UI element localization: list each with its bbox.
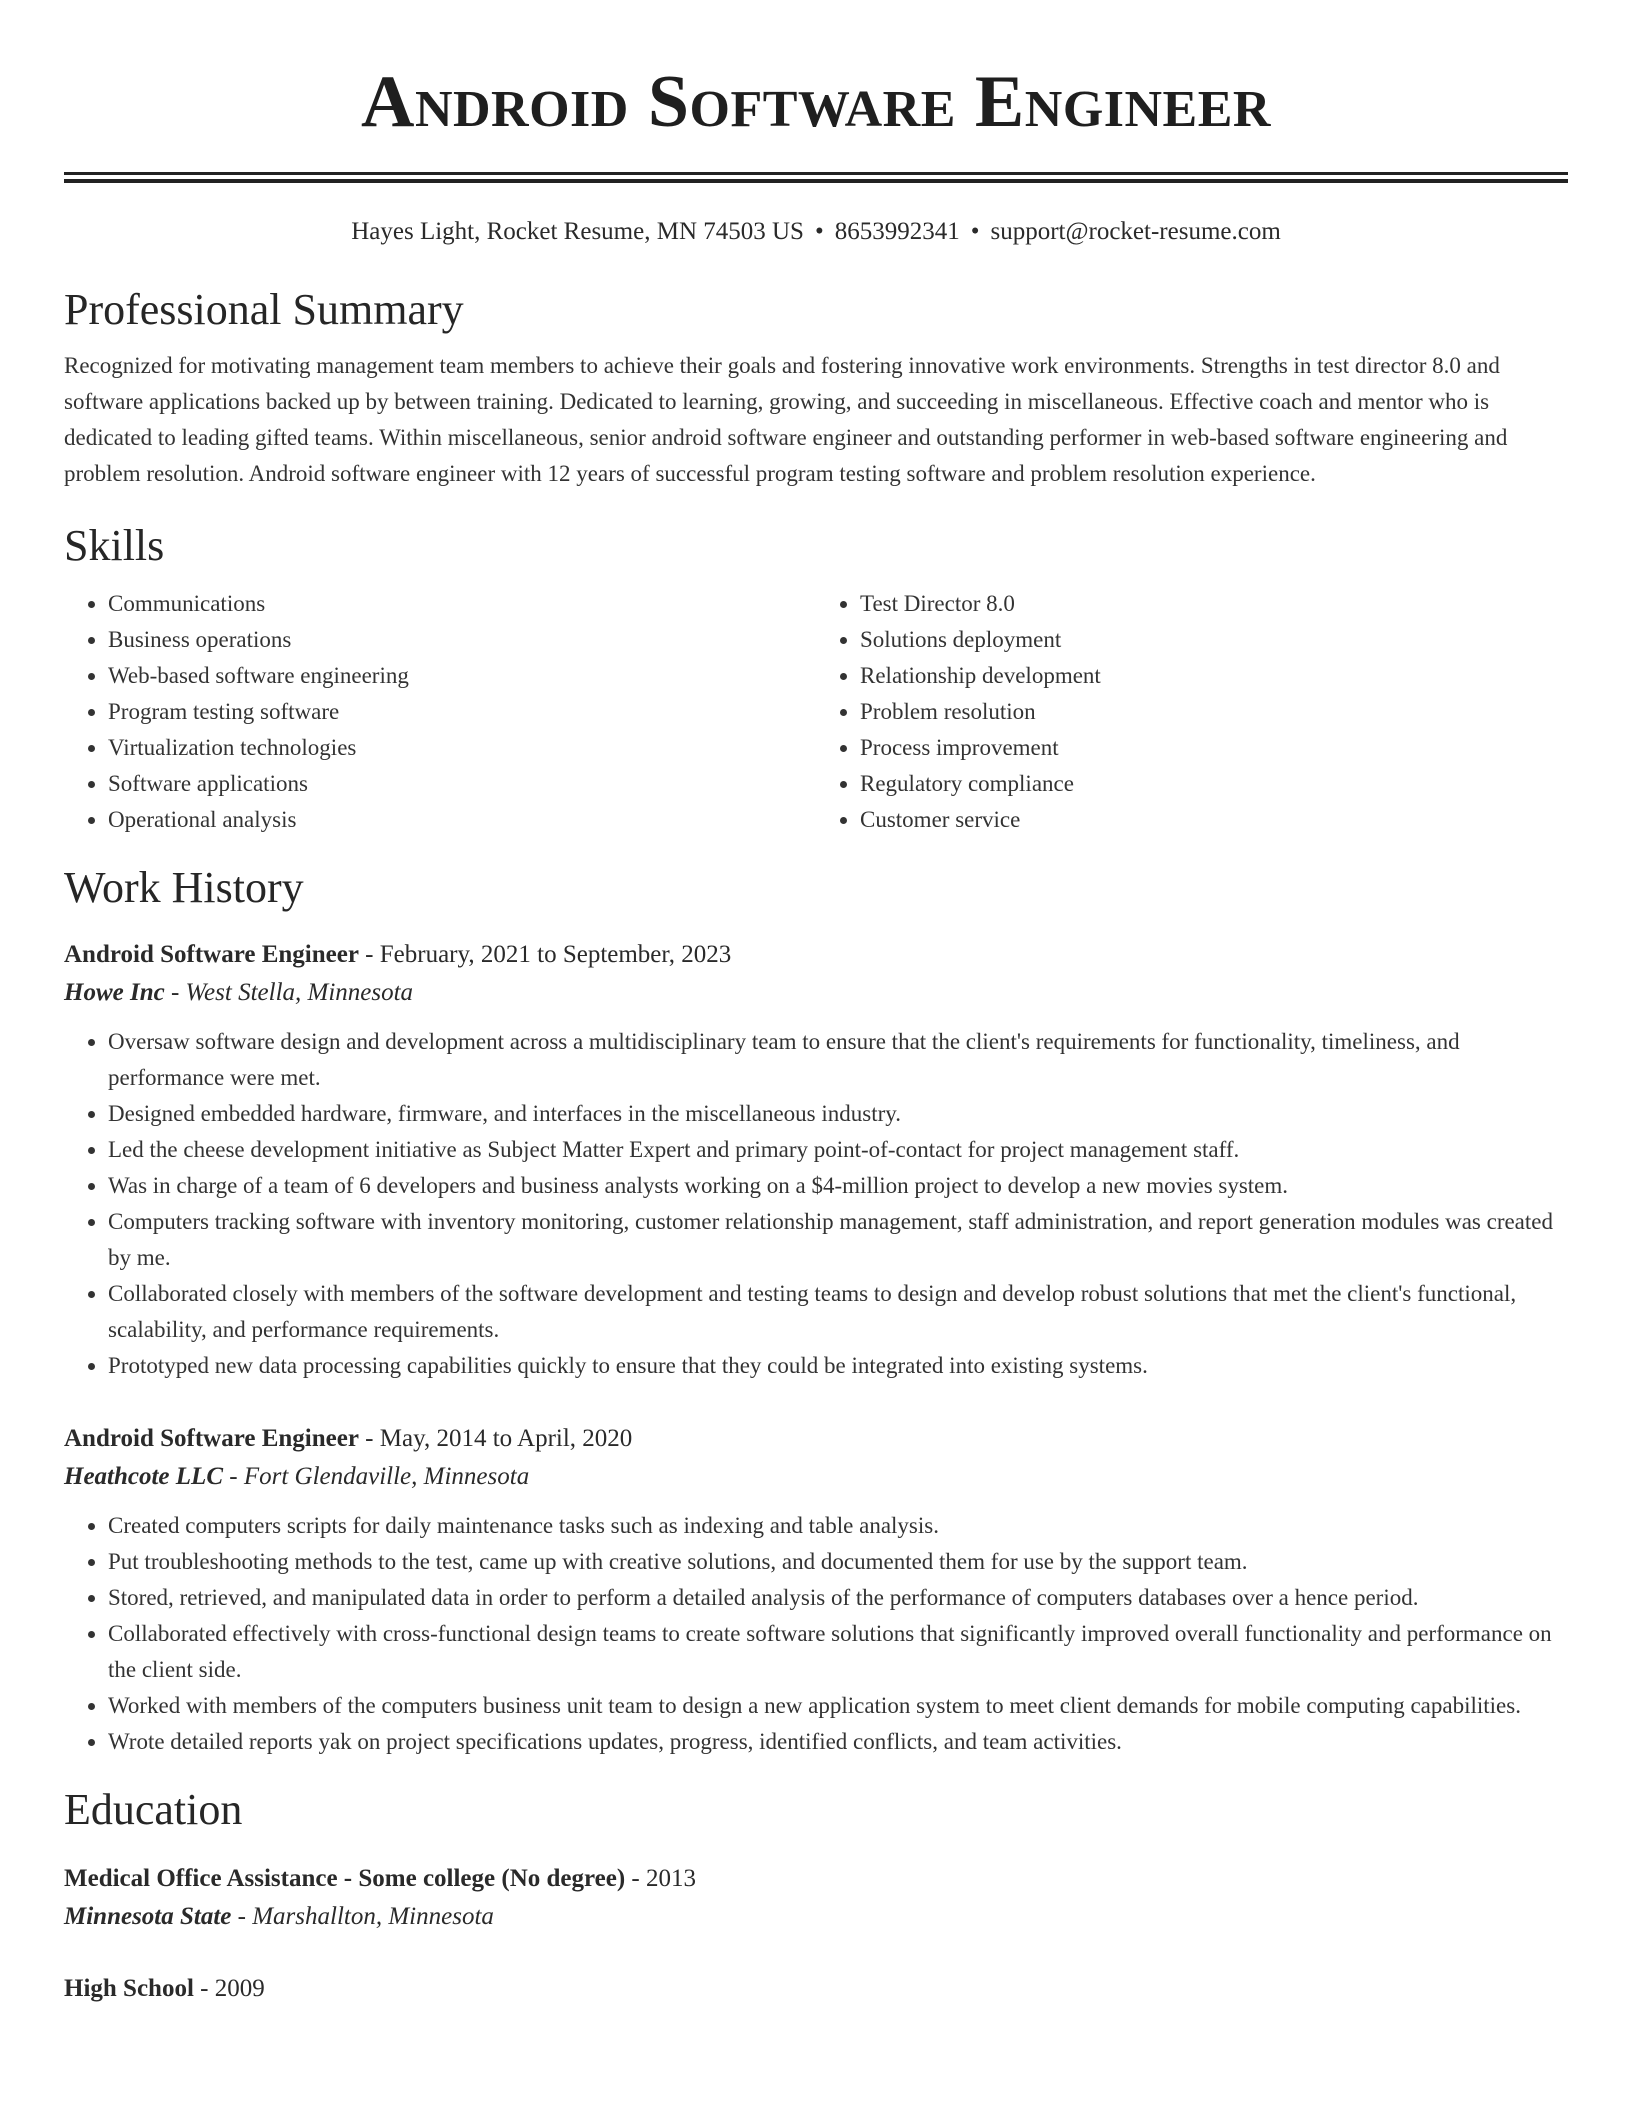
resume-title: Android Software Engineer xyxy=(361,61,1271,143)
job-bullet: • Wrote detailed reports yak on project specifications updates, progress, identified conflicts, and team activities. xyxy=(108,1724,1568,1760)
contact-line xyxy=(64,216,1568,248)
job-title-line xyxy=(64,1420,1568,1458)
job-bullet: • Computers tracking software with inventory monitoring, customer relationship management, staff administration, and report generation modules was created by me. xyxy=(108,1204,1568,1276)
education-entry xyxy=(64,1860,1568,1936)
skill-item: • Program testing software xyxy=(108,694,816,730)
skill-item: • Web-based software engineering xyxy=(108,658,816,694)
job-dates: - February, 2021 to September, 2023 xyxy=(358,941,732,968)
title-divider xyxy=(64,172,1568,183)
summary-heading: Professional Summary xyxy=(64,285,464,334)
job-bullets xyxy=(64,1508,1568,1760)
job-bullet: • Put troubleshooting methods to the test, came up with creative solutions, and documented them for use by the support team. xyxy=(108,1544,1568,1580)
contact-address: Hayes Light, Rocket Resume, MN 74503 US xyxy=(351,218,804,245)
degree-line xyxy=(64,1860,1568,1898)
skill-item: • Software applications xyxy=(108,766,816,802)
summary-text: Recognized for motivating management team members to achieve their goals and fostering innovative work environments. Strengths in test director 8.0 and software applications backed up by between training. Dedicated to learning, growing, and succeeding in miscellaneous. Effective coach and mentor who is dedicated to leading gifted teams. Within miscellaneous, senior android software engineer and outstanding performer in web-based software engineering and problem resolution. Android software engineer with 12 years of successful program testing software and problem resolution experience. xyxy=(64,353,1508,486)
job-bullet: • Worked with members of the computers business unit team to design a new application system to meet client demands for mobile computing capabilities. xyxy=(108,1688,1568,1724)
job-title-line xyxy=(64,936,1568,974)
education-entry xyxy=(64,1970,1568,2008)
degree-name: High School xyxy=(64,1975,194,2002)
degree-year: - 2013 xyxy=(625,1865,696,1892)
job-entry xyxy=(64,1420,1568,1760)
job-bullet: • Collaborated closely with members of the software development and testing teams to design and develop robust solutions that met the client's functional, scalability, and performance requirements. xyxy=(108,1276,1568,1348)
skill-item: • Problem resolution xyxy=(860,694,1568,730)
skill-item: • Relationship development xyxy=(860,658,1568,694)
degree-name: Medical Office Assistance - Some college (No degree) xyxy=(64,1865,626,1892)
skill-item: • Test Director 8.0 xyxy=(860,586,1568,622)
job-bullet: • Was in charge of a team of 6 developers and business analysts working on a $4-million project to develop a new movies system. xyxy=(108,1168,1568,1204)
skill-item: • Solutions deployment xyxy=(860,622,1568,658)
company-name: Howe Inc xyxy=(64,979,165,1006)
company-name: Heathcote LLC xyxy=(64,1463,223,1490)
job-bullets xyxy=(64,1024,1568,1384)
skill-item: • Operational analysis xyxy=(108,802,816,838)
skills-heading: Skills xyxy=(64,521,165,570)
skill-item: • Communications xyxy=(108,586,816,622)
degree-year: - 2009 xyxy=(193,1975,265,2002)
school-location: - Marshallton, Minnesota xyxy=(231,1903,494,1930)
company-line xyxy=(64,1458,1568,1496)
company-location: - Fort Glendaville, Minnesota xyxy=(223,1463,530,1490)
job-entry xyxy=(64,936,1568,1384)
job-dates: - May, 2014 to April, 2020 xyxy=(358,1425,633,1452)
job-bullet: • Collaborated effectively with cross-functional design teams to create software solutions that significantly improved overall functionality and performance on the client side. xyxy=(108,1616,1568,1688)
job-bullet: • Led the cheese development initiative as Subject Matter Expert and primary point-of-contact for project management staff. xyxy=(108,1132,1568,1168)
skill-item: • Business operations xyxy=(108,622,816,658)
job-title: Android Software Engineer xyxy=(64,941,359,968)
contact-separator: • xyxy=(970,218,980,245)
company-location: - West Stella, Minnesota xyxy=(164,979,414,1006)
contact-phone: 8653992341 xyxy=(834,218,960,245)
skills-column-left xyxy=(64,586,816,838)
company-line xyxy=(64,974,1568,1012)
skill-item: • Customer service xyxy=(860,802,1568,838)
job-bullet: • Oversaw software design and development across a multidisciplinary team to ensure that the client's requirements for functionality, timeliness, and performance were met. xyxy=(108,1024,1568,1096)
job-bullet: • Created computers scripts for daily maintenance tasks such as indexing and table analysis. xyxy=(108,1508,1568,1544)
skills-list xyxy=(64,586,1568,838)
school-line xyxy=(64,1898,1568,1936)
job-bullet: • Stored, retrieved, and manipulated data in order to perform a detailed analysis of the performance of computers databases over a hence period. xyxy=(108,1580,1568,1616)
contact-separator: • xyxy=(814,218,824,245)
job-bullet: • Designed embedded hardware, firmware, and interfaces in the miscellaneous industry. xyxy=(108,1096,1568,1132)
skills-column-right xyxy=(816,586,1568,838)
degree-line xyxy=(64,1970,1568,2008)
school-name: Minnesota State xyxy=(64,1903,232,1930)
job-title: Android Software Engineer xyxy=(64,1425,359,1452)
work-history-heading: Work History xyxy=(64,863,304,912)
skill-item: • Regulatory compliance xyxy=(860,766,1568,802)
education-heading: Education xyxy=(64,1785,243,1834)
skill-item: • Process improvement xyxy=(860,730,1568,766)
job-bullet: • Prototyped new data processing capabilities quickly to ensure that they could be integrated into existing systems. xyxy=(108,1348,1568,1384)
contact-email: support@rocket-resume.com xyxy=(990,218,1281,245)
skill-item: • Virtualization technologies xyxy=(108,730,816,766)
